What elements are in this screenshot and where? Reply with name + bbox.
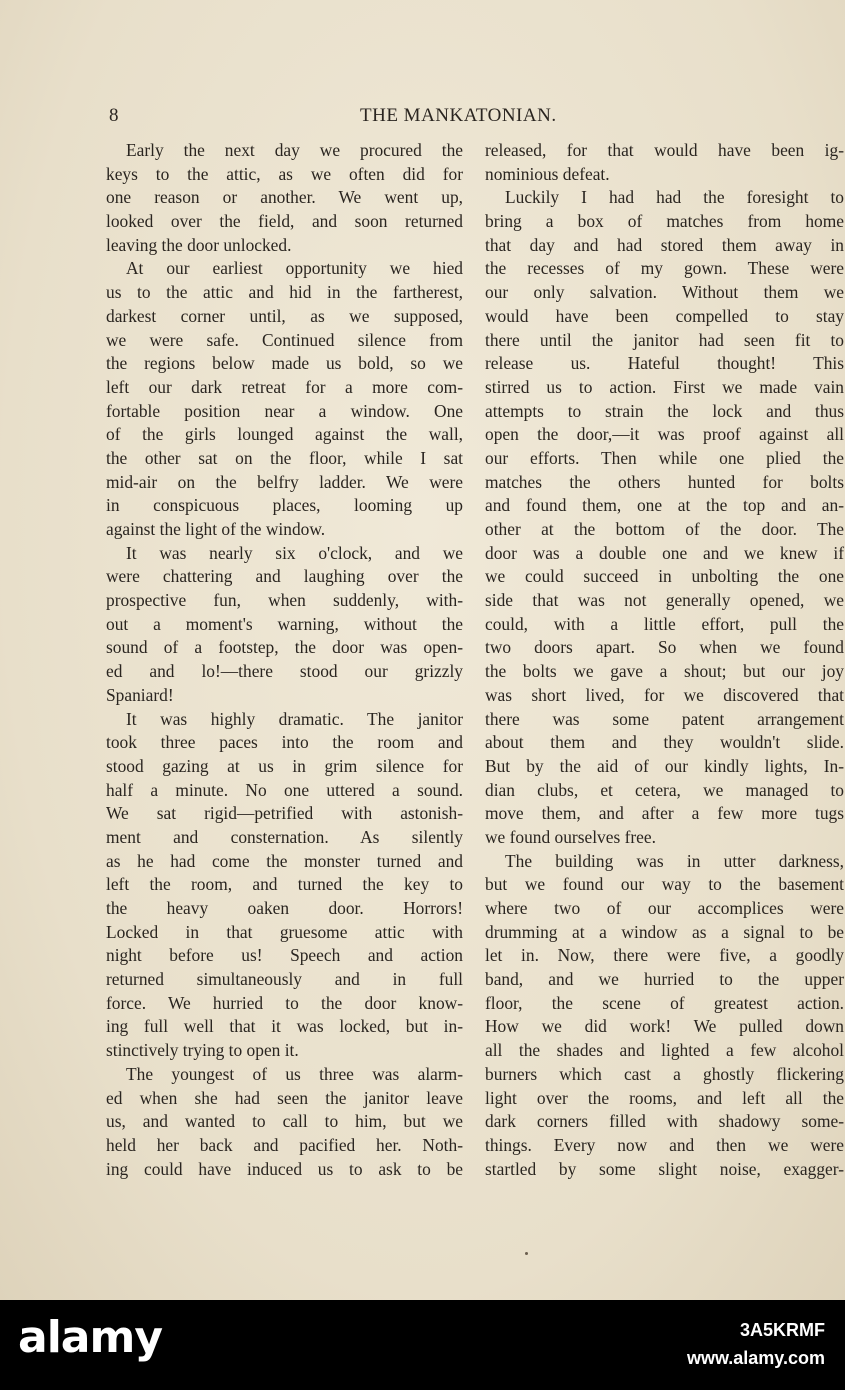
text-line: as he had come the monster turned and bbox=[106, 850, 463, 871]
text-line: half a minute. No one uttered a sound. bbox=[106, 779, 463, 800]
text-line: things. Every now and then we were bbox=[485, 1134, 844, 1155]
text-line: ment and consternation. As silently bbox=[106, 826, 463, 847]
text-line: It was highly dramatic. The janitor bbox=[126, 708, 463, 729]
text-line: ing could have induced us to ask to be bbox=[106, 1158, 463, 1179]
text-line: our only salvation. Without them we bbox=[485, 282, 844, 303]
text-line: dark corners filled with shadowy some- bbox=[485, 1111, 844, 1132]
text-line: the bolts we gave a shout; but our joy bbox=[485, 661, 844, 682]
text-line: prospective fun, when suddenly, with- bbox=[106, 590, 463, 611]
text-line: floor, the scene of greatest action. bbox=[485, 992, 844, 1013]
text-line: fortable position near a window. One bbox=[106, 400, 463, 421]
text-line: ing full well that it was locked, but in- bbox=[106, 1016, 463, 1037]
text-line: Luckily I had had the foresight to bbox=[505, 187, 844, 208]
text-line: against the light of the window. bbox=[106, 519, 326, 539]
text-line: stood gazing at us in grim silence for bbox=[106, 755, 463, 776]
text-line: stinctively trying to open it. bbox=[106, 1040, 299, 1061]
text-line: of the girls lounged against the wall, bbox=[106, 424, 463, 445]
text-line: us to the attic and hid in the fartherest, bbox=[106, 282, 463, 303]
text-line: the regions below made us bold, so we bbox=[106, 353, 463, 374]
text-line: was short lived, for we discovered that bbox=[485, 684, 844, 705]
text-line: attempts to strain the lock and thus bbox=[485, 400, 844, 421]
text-line: stirred us to action. First we made vain bbox=[485, 376, 844, 397]
text-line: looked over the field, and soon returned bbox=[106, 211, 463, 232]
text-line: us, and wanted to call to him, but we bbox=[106, 1111, 463, 1132]
text-line: The building was in utter darkness, bbox=[505, 850, 844, 871]
text-line: would have been compelled to stay bbox=[485, 305, 844, 326]
text-line: Early the next day we procured the bbox=[126, 140, 463, 160]
text-line: Spaniard! bbox=[106, 684, 174, 705]
text-line: took three paces into the room and bbox=[106, 732, 463, 753]
text-line: left the room, and turned the key to bbox=[106, 874, 463, 895]
watermark-brand: alamy bbox=[18, 1312, 162, 1363]
text-line: The youngest of us three was alarm- bbox=[126, 1063, 463, 1084]
text-line: open the door,—it was proof against all bbox=[485, 424, 844, 445]
text-line: in conspicuous places, looming up bbox=[106, 495, 463, 516]
text-line: we found ourselves free. bbox=[485, 826, 656, 847]
text-line: matches the others hunted for bolts bbox=[485, 471, 844, 492]
text-line: that day and had stored them away in bbox=[485, 234, 844, 255]
text-line: left our dark retreat for a more com- bbox=[106, 376, 463, 397]
watermark-image-id: 3A5KRMF bbox=[739, 1320, 825, 1340]
text-line: about them and they wouldn't slide. bbox=[485, 732, 844, 753]
text-line: the other sat on the floor, while I sat bbox=[106, 447, 463, 468]
text-line: the heavy oaken door. Horrors! bbox=[106, 898, 463, 918]
text-line: nominious defeat. bbox=[485, 163, 610, 184]
left-text-column bbox=[106, 139, 463, 1181]
text-line: keys to the attic, as we often did for bbox=[106, 163, 463, 184]
text-line: bring a box of matches from home bbox=[485, 211, 844, 232]
text-line: band, and we hurried to the upper bbox=[485, 969, 844, 990]
text-line: release us. Hateful thought! This bbox=[485, 353, 844, 374]
paper-speck bbox=[525, 1252, 528, 1255]
page-number: 8 bbox=[109, 105, 119, 126]
text-line: and found them, one at the top and an- bbox=[485, 495, 844, 516]
text-line: startled by some slight noise, exagger- bbox=[485, 1158, 844, 1179]
text-line: burners which cast a ghostly flickering bbox=[485, 1063, 844, 1084]
text-line: two doors apart. So when we found bbox=[485, 637, 844, 658]
text-line: we could succeed in unbolting the one bbox=[485, 566, 844, 587]
text-line: door was a double one and we knew if bbox=[485, 542, 844, 563]
text-line: where two of our accomplices were bbox=[485, 898, 844, 918]
stock-watermark-bar bbox=[0, 1300, 845, 1390]
text-line: there until the janitor had seen fit to bbox=[485, 329, 844, 350]
text-line: there was some patent arrangement bbox=[485, 708, 844, 729]
text-line: held her back and pacified her. Noth- bbox=[106, 1134, 463, 1155]
text-line: ed when she had seen the janitor leave bbox=[106, 1087, 463, 1108]
text-line: released, for that would have been ig- bbox=[485, 140, 844, 160]
text-line: sound of a footstep, the door was open- bbox=[106, 637, 463, 658]
page-header bbox=[105, 105, 845, 129]
text-line: drumming at a window as a signal to be bbox=[485, 921, 844, 942]
right-text-column bbox=[485, 139, 844, 1181]
text-line: we were safe. Continued silence from bbox=[106, 329, 463, 350]
text-line: mid-air on the belfry ladder. We were bbox=[106, 471, 463, 492]
text-line: How we did work! We pulled down bbox=[485, 1016, 844, 1037]
text-line: leaving the door unlocked. bbox=[106, 234, 292, 255]
text-line: were chattering and laughing over the bbox=[106, 566, 463, 587]
text-line: one reason or another. We went up, bbox=[106, 187, 463, 208]
text-line: darkest corner until, as we supposed, bbox=[106, 305, 463, 326]
text-line: side that was not generally opened, we bbox=[485, 590, 844, 611]
watermark-url: www.alamy.com bbox=[686, 1348, 825, 1368]
text-line: but we found our way to the basement bbox=[485, 874, 844, 895]
text-line: our efforts. Then while one plied the bbox=[485, 447, 844, 468]
text-line: Locked in that gruesome attic with bbox=[106, 921, 463, 942]
text-line: light over the rooms, and left all the bbox=[485, 1087, 844, 1108]
text-line: dian clubs, et cetera, we managed to bbox=[485, 779, 844, 800]
text-line: other at the bottom of the door. The bbox=[485, 519, 844, 539]
text-line: returned simultaneously and in full bbox=[106, 969, 463, 990]
text-line: ed and lo!—there stood our grizzly bbox=[106, 661, 463, 682]
text-line: let in. Now, there were five, a goodly bbox=[485, 945, 844, 966]
text-line: move them, and after a few more tugs bbox=[485, 803, 844, 824]
text-line: But by the aid of our kindly lights, In- bbox=[485, 755, 844, 776]
text-line: At our earliest opportunity we hied bbox=[126, 258, 463, 279]
text-line: We sat rigid—petrified with astonish- bbox=[106, 803, 463, 824]
text-line: out a moment's warning, without the bbox=[106, 613, 463, 634]
text-line: all the shades and lighted a few alcohol bbox=[485, 1040, 844, 1061]
text-line: It was nearly six o'clock, and we bbox=[126, 542, 463, 563]
running-title: THE MANKATONIAN. bbox=[360, 105, 557, 126]
text-line: force. We hurried to the door know- bbox=[106, 992, 463, 1013]
text-line: the recesses of my gown. These were bbox=[485, 258, 844, 279]
text-line: could, with a little effort, pull the bbox=[485, 613, 844, 634]
text-line: night before us! Speech and action bbox=[106, 945, 463, 966]
